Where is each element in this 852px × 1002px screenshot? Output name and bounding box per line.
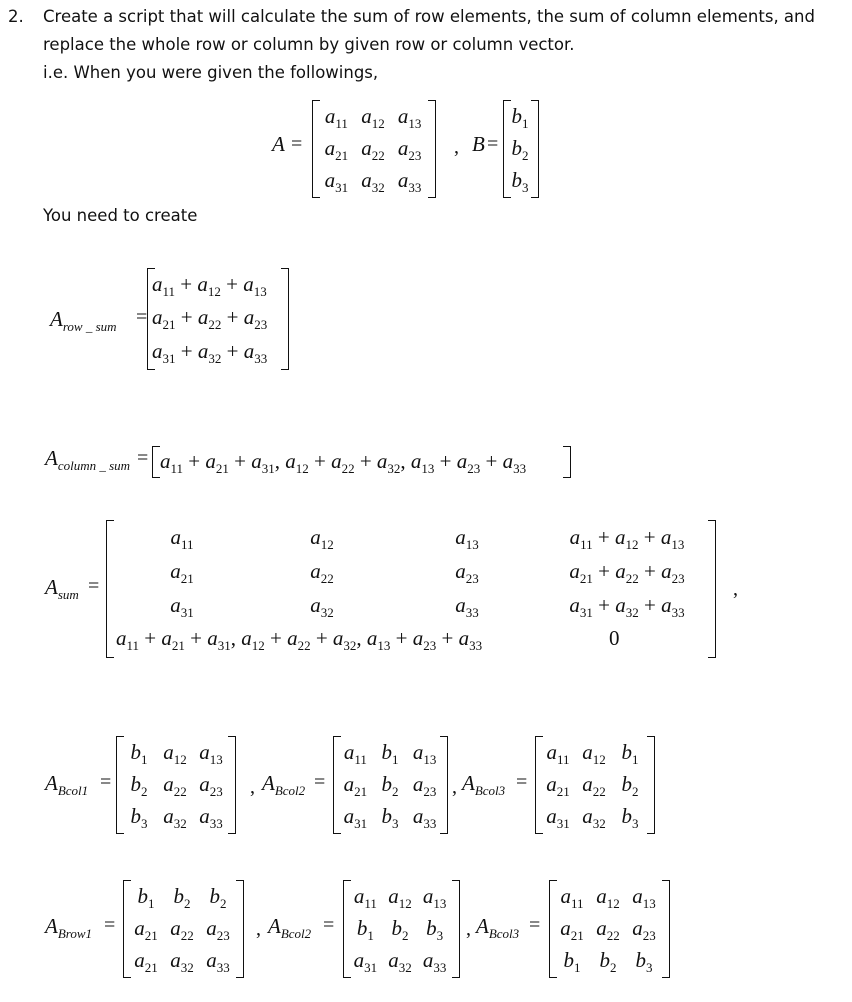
problem-line-1: Create a script that will calculate the sum of row elements, the sum of column elements, and [43,7,815,26]
sum-cell: $a_{12}$ [310,524,334,552]
label-B: B [472,132,485,156]
brow1-cell: $b_2$ [209,883,227,911]
bcol3-cell: $a_{12}$ [582,739,606,767]
matrix-Bcol2 [338,736,442,832]
bcol1-cell: $a_{23}$ [199,771,223,799]
label-A-column-sum [45,446,130,471]
row-sum-cell: $a_{21} + a_{22} + a_{23}$ [152,305,268,333]
bcol2-right-bracket [440,736,448,834]
label-A-sum [45,575,79,600]
matrix-Brow3 [554,880,662,976]
label-A: A [272,132,285,156]
matrix-Bcol1 [121,736,229,832]
bcol3-cell: $b_1$ [621,739,639,767]
brow2-cell: $a_{12}$ [388,883,412,911]
brow1-cell: $a_{22}$ [170,915,194,943]
label-A-Brow2 [268,914,311,939]
symbol-A: A [45,575,58,599]
bcol3-cell: $a_{22}$ [582,771,606,799]
label-A-Bcol1 [45,771,88,796]
matrix-row-sum [152,268,282,368]
brow1-cell: $b_2$ [173,883,191,911]
matrix-B-cell: $b_1$ [511,103,529,131]
sum-cell: $a_{31}$ [170,592,194,620]
comma: , [256,918,261,940]
equals-column-sum: = [137,447,149,469]
brow3-cell: $a_{12}$ [596,883,620,911]
sum-cell: $a_{32}$ [310,592,334,620]
label-A-row-sum [50,307,117,332]
matrix-B-cell: $b_2$ [511,135,529,163]
matrix-A-cell: $a_{11}$ [324,103,348,131]
matrix-B [508,100,532,196]
bcol2-cell: $b_1$ [381,739,399,767]
bcol2-cell: $a_{21}$ [343,771,368,799]
brow2-cell: $a_{31}$ [353,947,378,975]
problem-number: 2. [8,7,24,26]
brow2-cell: $b_1$ [356,915,374,943]
brow1-cell: $a_{33}$ [206,947,230,975]
column-sum-row: $a_{11} + a_{21} + a_{31}$, $a_{12} + a_{22} + a_{32}$, $a_{13} + a_{23} + a_{33}$ [160,449,527,476]
matrix-A-right-bracket [428,100,436,198]
bcol1-cell: $a_{13}$ [199,739,223,767]
matrix-Brow2 [348,880,452,976]
sum-cell: $a_{23}$ [455,558,479,586]
problem-line-2: replace the whole row or column by given row or column vector. [43,35,575,54]
matrix-A-cell: $a_{12}$ [361,103,385,131]
brow3-cell: $b_1$ [563,947,581,975]
sum-cell: $a_{21}$ [170,558,194,586]
equals-B: = [487,133,499,155]
brow2-cell: $a_{32}$ [388,947,412,975]
matrix-A-cell: $a_{23}$ [397,135,422,163]
brow2-cell: $b_3$ [426,915,444,943]
sum-cell: $a_{11}$ [170,524,194,552]
matrix-A-cell: $a_{13}$ [397,103,422,131]
bcol3-cell: $a_{21}$ [546,771,570,799]
bcol3-cell: $a_{31}$ [546,803,570,831]
bcol2-cell: $a_{23}$ [412,771,437,799]
brow3-cell: $a_{13}$ [632,883,656,911]
column-sum-right-bracket [563,446,571,478]
need-to-create: You need to create [43,206,198,225]
sum-last-cell: 0 [609,626,620,650]
bcol2-cell: $a_{33}$ [412,803,437,831]
symbol-A: A [45,771,58,795]
bcol1-right-bracket [228,736,236,834]
sum-last-row: $a_{11} + a_{21} + a_{31}$, $a_{12} + a_{22} + a_{32}$, $a_{13} + a_{23} + a_{33}$ [116,626,483,653]
bcol1-cell: $b_3$ [130,803,148,831]
problem-line-3: i.e. When you were given the followings, [43,63,379,82]
label-A-Bcol2 [262,771,305,796]
sum-cell: $a_{11} + a_{12} + a_{13}$ [569,524,685,552]
matrix-A-cell: $a_{31}$ [324,167,349,195]
matrix-A-cell: $a_{22}$ [361,135,385,163]
bcol3-cell: $b_2$ [621,771,639,799]
subscript-sum: sum [57,587,79,602]
brow3-cell: $a_{21}$ [560,915,584,943]
subscript-Bcol3: Bcol3 [474,783,506,798]
brow3-cell: $a_{11}$ [560,883,584,911]
row-sum-cell: $a_{11} + a_{12} + a_{13}$ [152,272,267,300]
bcol2-cell: $a_{31}$ [343,803,368,831]
bcol3-cell: $b_3$ [621,803,639,831]
matrix-A-cell: $a_{33}$ [397,167,422,195]
equals-sum: = [88,575,100,597]
equals-Brow2: = [323,914,335,936]
symbol-A: A [476,914,489,938]
bcol1-cell: $a_{22}$ [163,771,187,799]
bcol1-cell: $a_{33}$ [199,803,223,831]
comma: , [250,776,255,798]
row-sum-cell: $a_{31} + a_{32} + a_{33}$ [152,338,268,366]
equals-Bcol2: = [314,771,326,793]
brow1-cell: $a_{21}$ [134,947,158,975]
brow2-cell: $a_{11}$ [353,883,377,911]
bcol2-cell: $a_{11}$ [343,739,367,767]
matrix-A [318,100,428,196]
symbol-A: A [45,446,58,470]
matrix-Brow1 [128,880,236,976]
label-A-Bcol3 [462,771,505,796]
equals-Bcol3: = [516,771,528,793]
bcol2-cell: $b_2$ [381,771,399,799]
brow3-right-bracket [662,880,670,978]
symbol-A: A [45,914,58,938]
brow2-cell: $a_{33}$ [422,947,447,975]
comma: , [452,776,457,798]
row-sum-right-bracket [281,268,289,370]
comma: , [454,136,459,158]
comma: , [466,918,471,940]
brow1-cell: $a_{23}$ [206,915,230,943]
label-A-Brow3 [476,914,519,939]
brow2-cell: $a_{13}$ [422,883,447,911]
matrix-A-cell: $a_{21}$ [324,135,349,163]
matrix-Bcol3 [540,736,648,832]
bcol2-cell: $b_3$ [381,803,399,831]
bcol3-cell: $a_{11}$ [546,739,570,767]
brow3-cell: $a_{22}$ [596,915,620,943]
equals-Bcol1: = [100,771,112,793]
bcol1-cell: $a_{12}$ [163,739,187,767]
matrix-A-cell: $a_{32}$ [361,167,385,195]
bcol3-cell: $a_{32}$ [582,803,606,831]
subscript-Brow3: Bcol3 [488,926,520,941]
sum-cell: $a_{21} + a_{22} + a_{23}$ [569,558,685,586]
column-sum-left-bracket [152,446,160,478]
sum-cell: $a_{22}$ [310,558,334,586]
bcol3-right-bracket [647,736,655,834]
equals-Brow1: = [104,914,116,936]
label-A-Brow1 [45,914,92,939]
subscript-row-sum: row _ sum [62,319,117,334]
sum-right-bracket [708,520,716,658]
brow1-cell: $a_{21}$ [134,915,158,943]
bcol1-cell: $b_2$ [130,771,148,799]
matrix-sum [112,520,712,622]
matrix-B-right-bracket [531,100,539,198]
brow2-cell: $b_2$ [391,915,409,943]
equals-row-sum: = [136,306,148,328]
subscript-Brow1: Brow1 [57,926,93,941]
brow3-cell: $b_3$ [635,947,653,975]
bcol1-cell: $b_1$ [130,739,148,767]
comma: , [733,578,738,600]
brow3-cell: $a_{23}$ [632,915,656,943]
equals-A: = [291,133,303,155]
bcol1-cell: $a_{32}$ [163,803,187,831]
brow1-cell: $b_1$ [137,883,155,911]
symbol-A: A [462,771,475,795]
sum-cell: $a_{13}$ [455,524,479,552]
subscript-column-sum: column _ sum [57,458,131,473]
equals-Brow3: = [529,914,541,936]
symbol-A: A [262,771,275,795]
bcol2-cell: $a_{13}$ [412,739,437,767]
matrix-B-cell: $b_3$ [511,167,529,195]
brow3-cell: $b_2$ [599,947,617,975]
symbol-A: A [50,307,63,331]
brow1-cell: $a_{32}$ [170,947,194,975]
brow2-right-bracket [452,880,460,978]
sum-cell: $a_{31} + a_{32} + a_{33}$ [569,592,685,620]
subscript-Bcol1: Bcol1 [57,783,89,798]
symbol-A: A [268,914,281,938]
subscript-Brow2: Bcol2 [280,926,312,941]
sum-cell: $a_{33}$ [455,592,479,620]
brow1-right-bracket [236,880,244,978]
subscript-Bcol2: Bcol2 [274,783,306,798]
